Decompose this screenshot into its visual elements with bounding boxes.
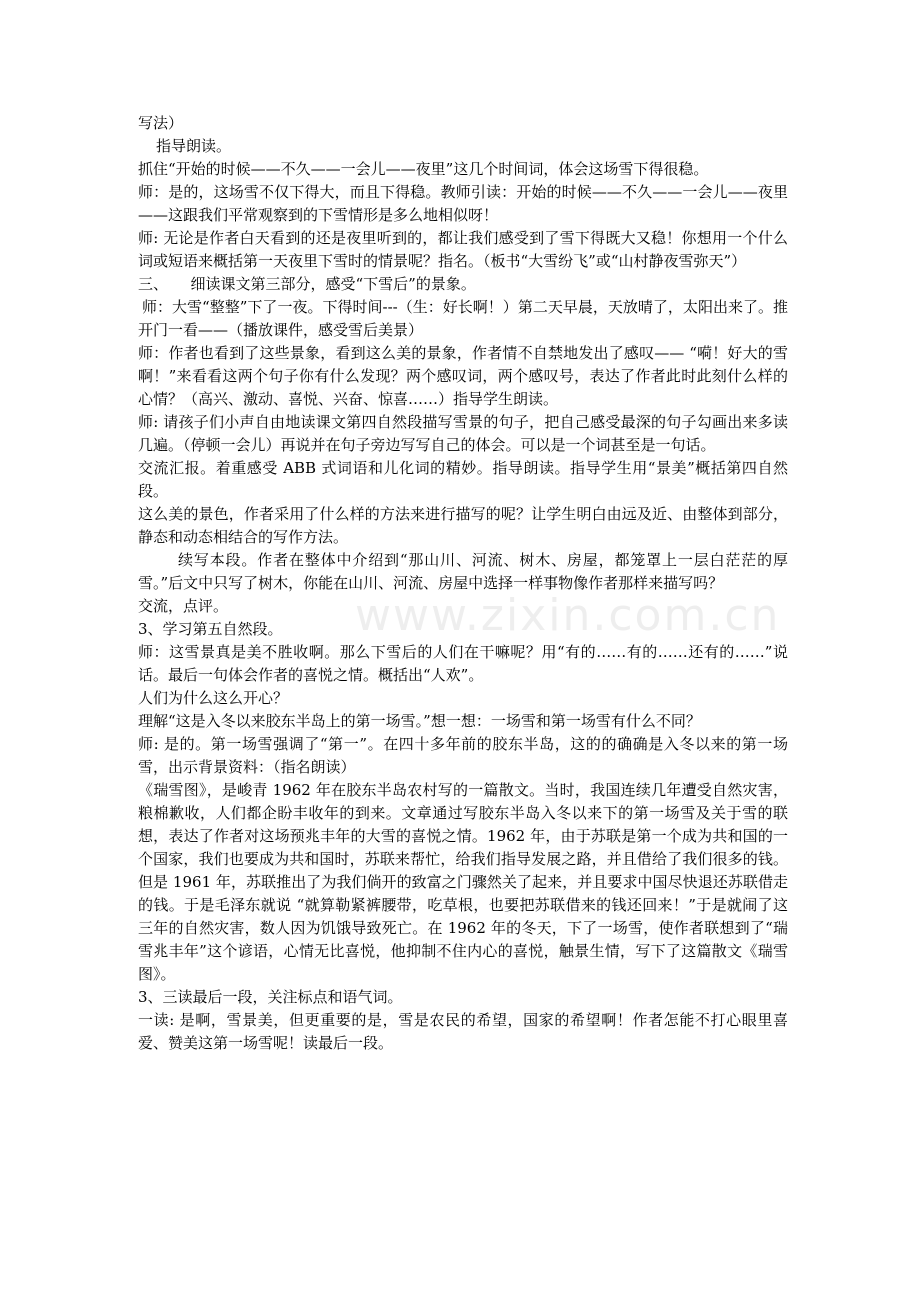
- background-material: 《瑞雪图》，是峻青 1962 年在胶东半岛农村写的一篇散文。当时，我国连续几年遭受自然灾害，粮棉歉收，人们都企盼丰收年的到来。文章通过写胶东半岛入冬以来下的第一场雪及关于雪的联想，表达了作者对这场预兆丰年的大雪的喜悦之情。1962 年，由于苏联是第一个成为共和国的一个国家，我们也要成为共和国时，苏联来帮忙，给我们指导发展之路，并且借给了我们很多的钱。但是 1961 年，苏联推出了为我们倘开的致富之门骤然关了起来，并且要求中国尽快退还苏联借走的钱。于是毛泽东就说 “就算勒紧裤腰带，吃草根，也要把苏联借来的钱还回来！”于是就闹了这三年的自然灾害，数人因为饥饿导致死亡。在 1962 年的冬天，下了一场雪，使作者联想到了“瑞雪兆丰年”这个谚语，心情无比喜悦，他抑制不住内心的喜悦，触景生情，写下了这篇散文《瑞雪图》。: [138, 781, 788, 983]
- paragraph: 交流汇报。着重感受 ABB 式词语和儿化词的精妙。指导朗读。指导学生用“景美”概括第四自然段。: [138, 459, 788, 500]
- paragraph: 指导朗读。: [156, 137, 232, 155]
- document-page: [138, 112, 788, 1055]
- paragraph: 理解“这是入冬以来胶东半岛上的第一场雪。”想一想：一场雪和第一场雪有什么不同？: [138, 712, 701, 730]
- paragraph: 这么美的景色，作者采用了什么样的方法来进行描写的呢？让学生明白由远及近、由整体到部分，静态和动态相结合的写作方法。: [138, 505, 788, 546]
- paragraph: 师：是的，这场雪不仅下得大，而且下得稳。教师引读：开始的时候——不久——一会儿——夜里——这跟我们平常观察到的下雪情形是多么地相似呀！: [138, 183, 788, 224]
- paragraph: 师：大雪“整整”下了一夜。下得时间---（生：好长啊！）第二天早晨，天放晴了，太阳出来了。推开门一看——（播放课件，感受雪后美景）: [138, 298, 788, 339]
- paragraph: 交流，点评。: [138, 597, 229, 615]
- paragraph: 一读: 是啊，雪景美，但更重要的是，雪是农民的希望，国家的希望啊！作者怎能不打心眼里喜爱、赞美这第一场雪呢！读最后一段。: [138, 1011, 788, 1052]
- paragraph: 师：这雪景真是美不胜收啊。那么下雪后的人们在干嘛呢？用“有的……有的……还有的……”说话。最后一句体会作者的喜悦之情。概括出“人欢”。: [138, 643, 788, 684]
- paragraph: 抓住“开始的时候——不久——一会儿——夜里”这几个时间词，体会这场雪下得很稳。: [138, 160, 709, 178]
- section-heading: 三、 细读课文第三部分，感受“下雪后”的景象。: [138, 275, 476, 293]
- paragraph: 师: 请孩子们小声自由地读课文第四自然段描写雪景的句子，把自己感受最深的句子勾画出来多读几遍。（停顿一会儿）再说并在句子旁边写写自己的体会。可以是一个词甚至是一句话。: [138, 413, 788, 454]
- paragraph: 人们为什么这么开心？: [138, 689, 289, 707]
- paragraph: 师: 是的。第一场雪强调了“第一”。在四十多年前的胶东半岛，这的的确确是入冬以来的第一场雪，出示背景资料：（指名朗读）: [138, 735, 788, 776]
- section-heading: 3、学习第五自然段。: [138, 620, 283, 638]
- paragraph: 师：作者也看到了这些景象，看到这么美的景象，作者情不自禁地发出了感叹—— “嗬！好大的雪啊！”来看看这两个句子你有什么发现？两个感叹词，两个感叹号，表达了作者此时此刻什么样的心情？（高兴、激动、喜悦、兴奋、惊喜……）指导学生朗读。: [138, 344, 788, 408]
- watermark: www.zixin.com.cn: [355, 590, 781, 641]
- paragraph: 写法）: [138, 114, 184, 132]
- paragraph: 师: 无论是作者白天看到的还是夜里听到的，都让我们感受到了雪下得既大又稳！你想用一个什么词或短语来概括第一天夜里下雪时的情景呢？指名。（板书“大雪纷飞”或“山村静夜雪弥天”）: [138, 229, 788, 270]
- paragraph: 续写本段。作者在整体中介绍到“那山川、河流、树木、房屋，都笼罩上一层白茫茫的厚雪。”后文中只写了树木，你能在山川、河流、房屋中选择一样事物像作者那样来描写吗？: [138, 551, 788, 592]
- section-heading: 3、三读最后一段，关注标点和语气词。: [138, 988, 403, 1006]
